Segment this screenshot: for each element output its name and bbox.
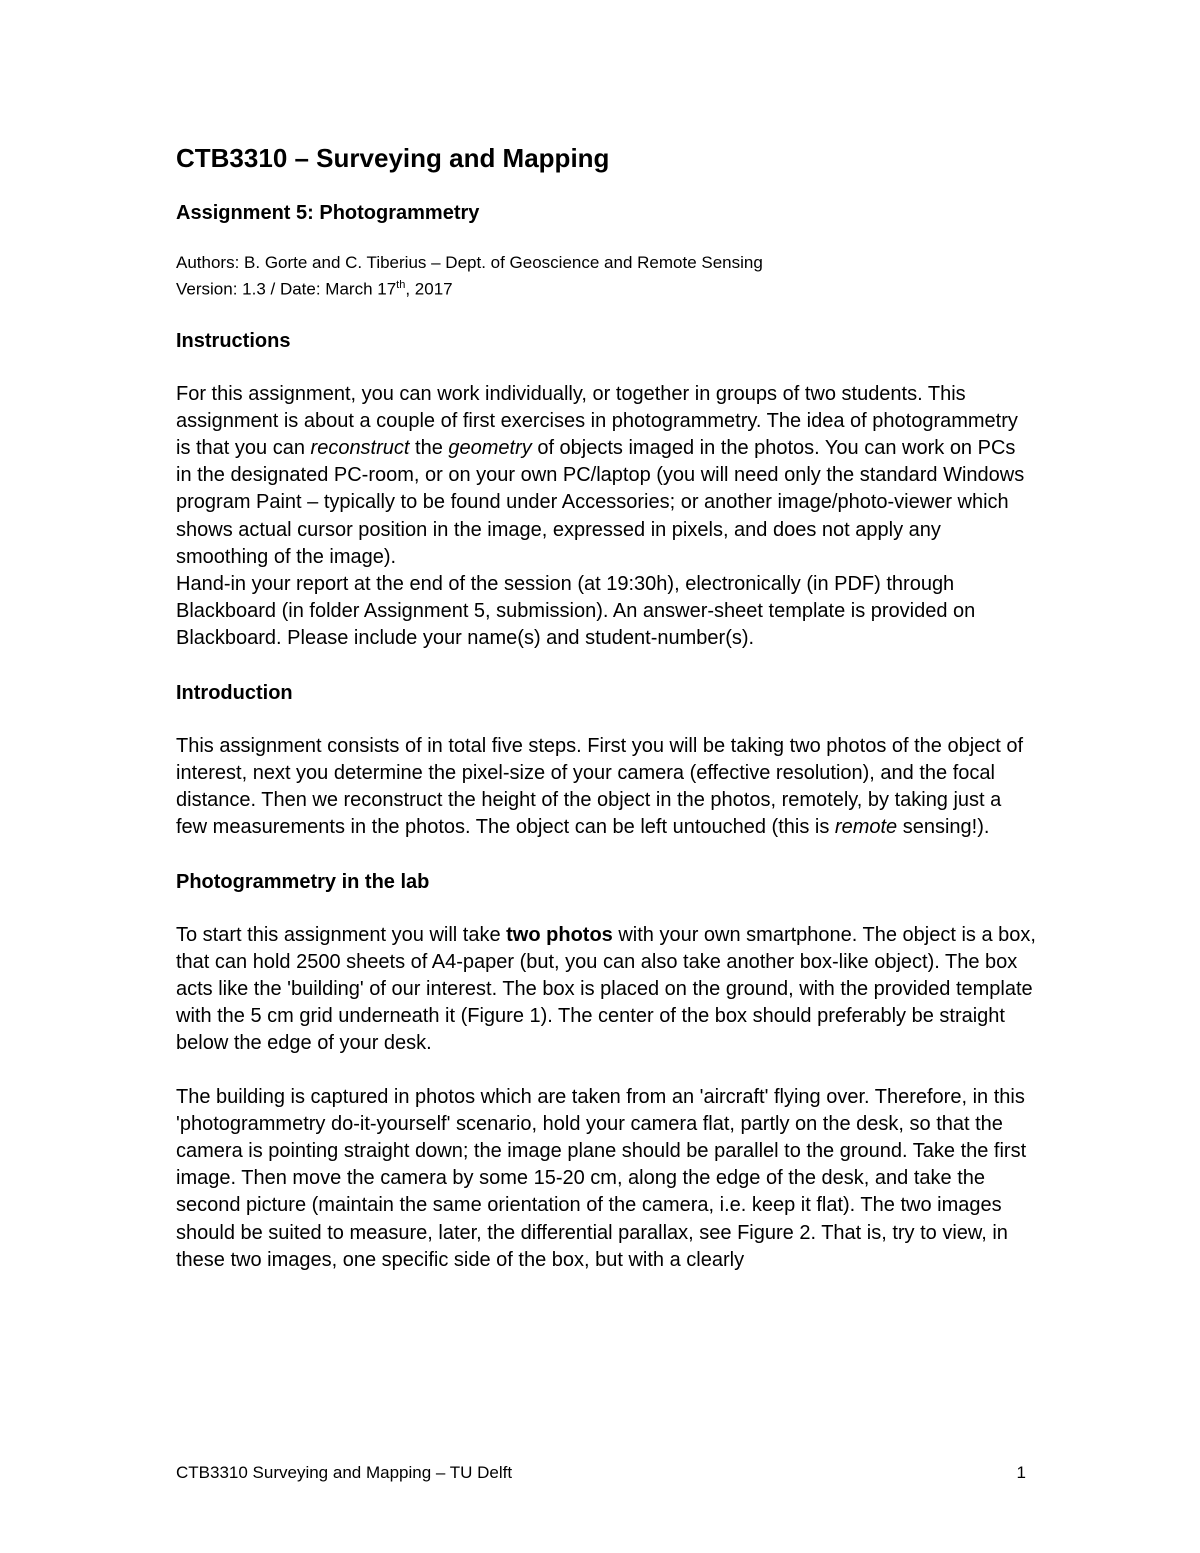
instructions-paragraph [176,381,1036,653]
document-title: CTB3310 – Surveying and Mapping [176,143,610,173]
instructions-em-reconstruct: reconstruct [310,437,410,460]
instructions-heading: Instructions [176,329,291,352]
instructions-em-geometry: geometry [448,437,532,460]
lab-heading: Photogrammetry in the lab [176,870,430,893]
lab-paragraph-1 [176,922,1036,1058]
instructions-text-c: of objects imaged in the photos. You can work on PCs in the designated PC-room, or on your own PC/laptop (you will need only the standard Windows program Paint – typically to be found under Accessories; or another image/photo-viewer which shows actual cursor position in the image, expressed in pixels, and does not apply any smoothing of the image). [176,437,1025,568]
introduction-text-a: This assignment consists of in total five steps. First you will be taking two photos of the object of interest, next you determine the pixel-size of your camera (effective resolution), and the focal distance. Then we reconstruct the height of the object in the photos, remotely, by taking just a few measurements in the photos. The object can be left untouched (this is [176,734,1024,839]
footer-course-text: CTB3310 Surveying and Mapping – TU Delft [176,1463,513,1482]
page-content [176,141,1036,1274]
authors-line: Authors: B. Gorte and C. Tiberius – Dept. of Geoscience and Remote Sensing [176,253,763,272]
lab-text-a: To start this assignment you will take [176,923,507,946]
hand-in-text: Hand-in your report at the end of the session (at 19:30h), electronically (in PDF) through Blackboard (in folder Assignment 5, submission). An answer-sheet template is provided on Blackboard. Please include your name(s) and student-number(s). [176,573,976,650]
introduction-text-b: sensing!). [897,816,990,839]
document-meta [176,251,1036,301]
introduction-paragraph [176,733,1036,842]
introduction-heading: Introduction [176,681,293,704]
lab-text-b: with your own smartphone. The object is a box, that can hold 2500 sheets of A4-paper (but, you can also take another box-like object). The box acts like the 'building' of our interest. The box is placed on the ground, with the provided template with the 5 cm grid underneath it (Figure 1). The center of the box should preferably be straight below the edge of your desk. [176,923,1036,1055]
lab-paragraph-2: The building is captured in photos which are taken from an 'aircraft' flying over. Therefore, in this 'photogrammetry do-it-yourself' scenario, hold your camera flat, partly on the desk, so that the camera is pointing straight down; the image plane should be parallel to the ground. Take the first image. Then move the camera by some 15-20 cm, along the edge of the desk, and take the second picture (maintain the same orientation of the camera, i.e. keep it flat). The two images should be suited to measure, later, the differential parallax, see Figure 2. That is, try to view, in these two images, one specific side of the box, but with a clearly [176,1085,1027,1271]
introduction-em-remote: remote [834,816,898,839]
lab-strong-two-photos: two photos [506,923,613,946]
instructions-text-a: For this assignment, you can work individually, or together in groups of two students. This assignment is about a couple of first exercises in photogrammetry. The idea of photogrammetry is that you can [176,382,1018,460]
version-year: , 2017 [405,279,453,299]
page-number: 1 [1016,1463,1026,1482]
assignment-title: Assignment 5: Photogrammetry [176,202,480,224]
version-line [176,274,1036,301]
version-text: Version: 1.3 / Date: March 17 [176,279,397,299]
date-ordinal: th [396,279,406,291]
instructions-text-b: the [409,437,449,460]
